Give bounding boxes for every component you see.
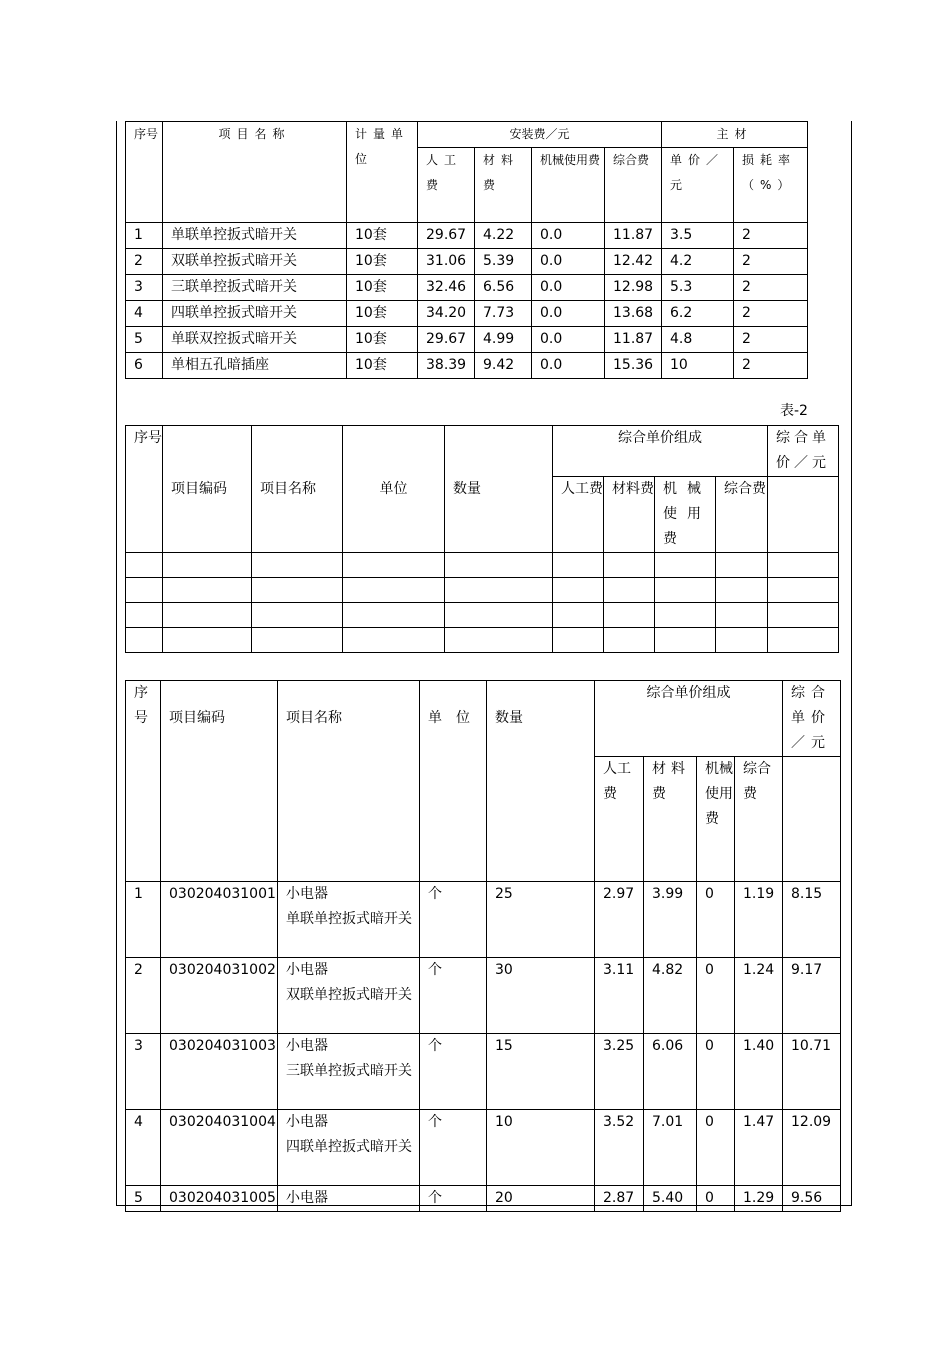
header-name: 项目名称 [252, 426, 343, 553]
cell-total: 10.71 [783, 1034, 841, 1110]
cell-overhead: 13.68 [605, 301, 662, 327]
cell-labor: 3.25 [595, 1034, 644, 1110]
table-row [126, 275, 808, 301]
table-row [126, 958, 841, 1034]
cell-name [278, 882, 420, 958]
cell-code: 030204031004 [161, 1110, 278, 1186]
cell-name-detail: 单联单控扳式暗开关 [286, 911, 412, 927]
header-overhead: 综合费 [605, 148, 662, 223]
cell-machine: 0.0 [532, 275, 605, 301]
header-overhead: 综合费 [735, 757, 783, 882]
header-unit: 单位 [420, 681, 487, 882]
cell-qty: 10 [487, 1110, 595, 1186]
cell-name-category: 小电器 [286, 962, 328, 978]
cell-qty: 25 [487, 882, 595, 958]
table-row [126, 553, 839, 578]
cell-machine: 0 [697, 1110, 735, 1186]
cell-name [278, 1186, 420, 1212]
cell-loss-rate: 2 [734, 275, 808, 301]
table-row [126, 223, 808, 249]
header-unit: 单位 [343, 426, 445, 553]
table-row [126, 1110, 841, 1186]
cell-machine: 0.0 [532, 327, 605, 353]
cell-loss-rate: 2 [734, 301, 808, 327]
cell-qty: 30 [487, 958, 595, 1034]
header-name: 项目名称 [163, 122, 347, 223]
cell-unit: 10套 [347, 353, 418, 379]
header-qty: 数量 [445, 426, 553, 553]
cell-seq: 6 [126, 353, 163, 379]
cell-unit-price: 5.3 [662, 275, 734, 301]
cell-overhead: 1.40 [735, 1034, 783, 1110]
cell-name: 单联单控扳式暗开关 [163, 223, 347, 249]
cell-unit: 个 [420, 882, 487, 958]
table-row [126, 882, 841, 958]
cell-name-category: 小电器 [286, 886, 328, 902]
cell-name: 单相五孔暗插座 [163, 353, 347, 379]
cell-code: 030204031003 [161, 1034, 278, 1110]
header-machine: 机械使用费 [532, 148, 605, 223]
table-row [126, 327, 808, 353]
cell-loss-rate: 2 [734, 223, 808, 249]
header-seq: 序号 [126, 426, 163, 553]
unit-price-detail-table [125, 680, 841, 1212]
cell-unit-price: 4.8 [662, 327, 734, 353]
cell-machine: 0 [697, 1034, 735, 1110]
cell-overhead: 11.87 [605, 327, 662, 353]
cell-labor: 31.06 [418, 249, 475, 275]
cell-machine: 0.0 [532, 301, 605, 327]
header-code: 项目编码 [163, 426, 252, 553]
cell-material: 4.99 [475, 327, 532, 353]
cell-total: 12.09 [783, 1110, 841, 1186]
header-composition: 综合单价组成 [553, 426, 768, 477]
header-seq: 序号 [126, 122, 163, 223]
cell-total: 9.17 [783, 958, 841, 1034]
cell-material: 9.42 [475, 353, 532, 379]
header-material: 材料费 [604, 477, 655, 553]
cell-loss-rate: 2 [734, 353, 808, 379]
header-material: 材料费 [475, 148, 532, 223]
cell-material: 5.40 [644, 1186, 697, 1212]
cell-seq: 1 [126, 882, 161, 958]
cell-material: 3.99 [644, 882, 697, 958]
table-row [126, 1034, 841, 1110]
header-machine: 机械使用费 [697, 757, 735, 882]
header-labor: 人工费 [595, 757, 644, 882]
cell-overhead: 12.42 [605, 249, 662, 275]
cell-labor: 29.67 [418, 223, 475, 249]
header-qty: 数量 [487, 681, 595, 882]
cell-overhead: 1.47 [735, 1110, 783, 1186]
cell-name [278, 1110, 420, 1186]
cell-code: 030204031002 [161, 958, 278, 1034]
header-loss-rate: 损耗率（%） [734, 148, 808, 223]
cell-labor: 3.11 [595, 958, 644, 1034]
cell-seq: 2 [126, 249, 163, 275]
cell-name: 单联双控扳式暗开关 [163, 327, 347, 353]
cell-total: 8.15 [783, 882, 841, 958]
table-row [126, 628, 839, 653]
cell-name [278, 1034, 420, 1110]
cell-unit: 10套 [347, 327, 418, 353]
header-material: 材料费 [644, 757, 697, 882]
cell-unit-price: 4.2 [662, 249, 734, 275]
cell-name-detail: 四联单控扳式暗开关 [286, 1139, 412, 1155]
header-total-blank [783, 757, 841, 882]
cell-unit-price: 10 [662, 353, 734, 379]
header-total: 综合单价／元 [768, 426, 839, 477]
header-unit-price: 单价／元 [662, 148, 734, 223]
header-install-group: 安装费／元 [418, 122, 662, 148]
cell-qty: 20 [487, 1186, 595, 1212]
unit-price-template-table [125, 425, 839, 653]
cell-name-category: 小电器 [286, 1038, 328, 1054]
cell-machine: 0 [697, 882, 735, 958]
cell-unit-price: 6.2 [662, 301, 734, 327]
cell-unit-price: 3.5 [662, 223, 734, 249]
table-row [126, 578, 839, 603]
header-code: 项目编码 [161, 681, 278, 882]
cell-name-category: 小电器 [286, 1114, 328, 1130]
cell-seq: 4 [126, 301, 163, 327]
table-row [126, 603, 839, 628]
cell-unit: 个 [420, 1034, 487, 1110]
cell-name-detail: 三联单控扳式暗开关 [286, 1063, 412, 1079]
cell-name-detail: 双联单控扳式暗开关 [286, 987, 412, 1003]
cell-material: 7.01 [644, 1110, 697, 1186]
cell-material: 6.06 [644, 1034, 697, 1110]
header-composition: 综合单价组成 [595, 681, 783, 757]
cell-machine: 0.0 [532, 249, 605, 275]
cell-overhead: 12.98 [605, 275, 662, 301]
cell-seq: 1 [126, 223, 163, 249]
cell-overhead: 1.24 [735, 958, 783, 1034]
cell-labor: 29.67 [418, 327, 475, 353]
table-row [126, 301, 808, 327]
cell-material: 5.39 [475, 249, 532, 275]
header-name: 项目名称 [278, 681, 420, 882]
cell-material: 4.82 [644, 958, 697, 1034]
header-unit: 计量单位 [347, 122, 418, 223]
cell-labor: 2.87 [595, 1186, 644, 1212]
cell-overhead: 11.87 [605, 223, 662, 249]
cell-seq: 3 [126, 1034, 161, 1110]
cell-unit: 个 [420, 1186, 487, 1212]
cell-seq: 2 [126, 958, 161, 1034]
cell-code: 030204031005 [161, 1186, 278, 1212]
cell-total: 9.56 [783, 1186, 841, 1212]
header-seq: 序号 [126, 681, 161, 882]
cell-qty: 15 [487, 1034, 595, 1110]
cell-seq: 4 [126, 1110, 161, 1186]
cell-code: 030204031001 [161, 882, 278, 958]
cell-unit: 10套 [347, 249, 418, 275]
cell-labor: 38.39 [418, 353, 475, 379]
header-total: 综合单价／元 [783, 681, 841, 757]
cell-seq: 5 [126, 327, 163, 353]
cell-machine: 0.0 [532, 353, 605, 379]
header-labor: 人工费 [553, 477, 604, 553]
header-main-group: 主材 [662, 122, 808, 148]
cell-seq: 3 [126, 275, 163, 301]
cell-loss-rate: 2 [734, 249, 808, 275]
cell-name: 三联单控扳式暗开关 [163, 275, 347, 301]
cell-seq: 5 [126, 1186, 161, 1212]
cell-name [278, 958, 420, 1034]
cell-name: 四联单控扳式暗开关 [163, 301, 347, 327]
header-labor: 人工费 [418, 148, 475, 223]
install-fee-table [125, 121, 808, 379]
cell-overhead: 15.36 [605, 353, 662, 379]
cell-unit: 10套 [347, 275, 418, 301]
cell-unit: 10套 [347, 223, 418, 249]
cell-machine: 0 [697, 958, 735, 1034]
header-total-blank [768, 477, 839, 553]
cell-unit: 10套 [347, 301, 418, 327]
cell-name: 双联单控扳式暗开关 [163, 249, 347, 275]
table-row [126, 249, 808, 275]
header-overhead: 综合费 [716, 477, 768, 553]
table-row [126, 353, 808, 379]
cell-material: 4.22 [475, 223, 532, 249]
cell-material: 7.73 [475, 301, 532, 327]
cell-overhead: 1.19 [735, 882, 783, 958]
cell-machine: 0 [697, 1186, 735, 1212]
cell-unit: 个 [420, 958, 487, 1034]
table-row [126, 1186, 841, 1212]
cell-labor: 3.52 [595, 1110, 644, 1186]
cell-material: 6.56 [475, 275, 532, 301]
cell-loss-rate: 2 [734, 327, 808, 353]
table-2-label: 表-2 [780, 403, 808, 419]
header-machine: 机械使用费 [655, 477, 716, 553]
cell-labor: 2.97 [595, 882, 644, 958]
cell-labor: 32.46 [418, 275, 475, 301]
cell-unit: 个 [420, 1110, 487, 1186]
cell-overhead: 1.29 [735, 1186, 783, 1212]
cell-labor: 34.20 [418, 301, 475, 327]
cell-machine: 0.0 [532, 223, 605, 249]
cell-name-category: 小电器 [286, 1190, 328, 1206]
